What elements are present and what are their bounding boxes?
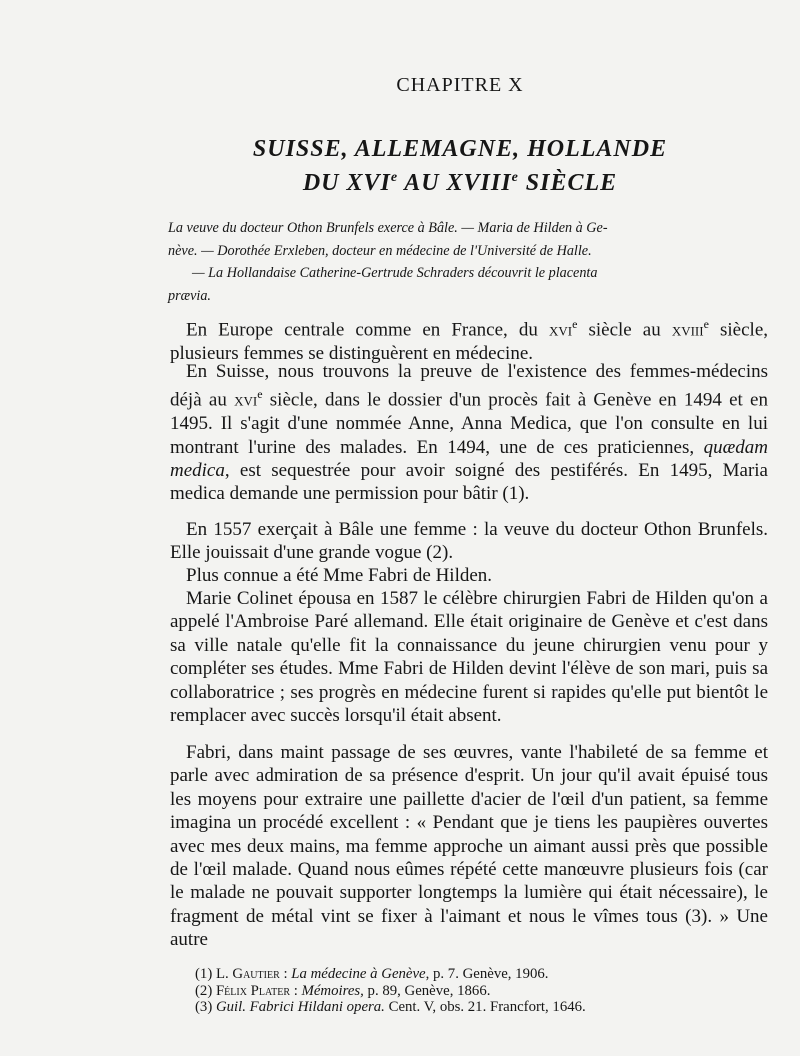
text-run: xviii [671,319,704,341]
paragraph-2 [170,360,768,506]
paragraph-3: En 1557 exerçait à Bâle une femme : la veuve du docteur Othon Brunfels. Elle jouissait d'une grande vogue (2). [170,519,768,564]
footnote-3 [195,999,755,1016]
text-run: xvi [234,389,258,411]
summary-line: prævia. [168,287,211,304]
italic-text: quædam medica [170,436,768,481]
text-run: xvi [548,319,573,341]
footnote-number: (2) [195,982,216,999]
text-run: , p. 7. Genève, 1906. [425,966,549,982]
footnote-title: Mémoires, [301,982,364,999]
footnote-2 [195,983,755,1000]
text-run: : [279,966,292,982]
heading-text: DU XVI [302,170,391,196]
superscript: e [572,317,578,331]
text-run: , est sequestrée pour avoir soigné des pestiférés. En 1495, Maria medica demande une permission pour bâtir (1). [170,459,768,505]
summary-line: — La Hollandaise Catherine-Gertrude Schraders découvrit le placenta [192,265,598,282]
paragraph-1 [170,313,768,365]
footnote-title: La médecine à Genève [291,966,426,982]
footnote-number: (1) [195,966,216,982]
summary-line: La veuve du docteur Othon Brunfels exerce à Bâle. — Maria de Hilden à Ge- [168,220,608,236]
text-run: siècle au [577,319,672,341]
superscript: e [257,387,263,402]
heading-superscript: e [511,170,519,185]
chapter-heading-line-1: SUISSE, ALLEMAGNE, HOLLANDE [252,136,668,162]
text-run: p. 89, Genève, 1866. [363,982,491,999]
text-run: Cent. V, obs. 21. Francfort, 1646. [384,999,586,1016]
heading-text: SIÈCLE [518,170,618,196]
paragraph-5: Marie Colinet épousa en 1587 le célèbre chirurgien Fabri de Hilden qu'on a appelé l'Ambroise Paré allemand. Elle était originaire de Genève et c'est dans sa ville natale qu'elle fit la connaissance du jeune chirurgien venu pour y compléter ses études. Mme Fabri de Hilden devint l'élève de son mari, puis sa collaboratrice ; ses progrès en médecine furent si rapides qu'elle put bientôt le remplacer avec succès lorsqu'il était absent. [170,588,768,727]
footnote-number: (3) [195,999,216,1016]
heading-superscript: e [390,170,399,185]
summary-line: nève. — Dorothée Erxleben, docteur en médecine de l'Université de Halle. [168,242,592,259]
footnote-title: Guil. Fabrici Hildani opera. [215,999,385,1016]
paragraph-4: Plus connue a été Mme Fabri de Hilden. [186,565,493,586]
text-run: : [290,982,302,999]
footnote-author: Félix Plater [215,982,290,999]
text-run: siècle, plusieurs femmes se distinguèrent en médecine. [170,319,769,364]
footnotes [195,966,755,1016]
superscript: e [703,317,709,331]
chapter-summary [168,217,764,307]
chapter-title: CHAPITRE X [396,74,524,96]
text-run: siècle, dans le dossier d'un procès fait à Genève en 1494 et en 1495. Il s'agit d'une nommée Anne, Anna Medica, que l'on consulte en lui montrant l'urine des malades. En 1494, une de ces praticiennes, [170,389,768,458]
footnote-author: L. Gautier [215,966,280,982]
paragraph-6: Fabri, dans maint passage de ses œuvres, vante l'habileté de sa femme et parle avec admiration de sa présence d'esprit. Un jour qu'il avait épuisé tous les moyens pour extraire une paillette d'acier de l'œil d'un patient, sa femme imagina un procédé excellent : « Pendant que je tiens les paupières ouvertes avec mes deux mains, ma femme approche un aimant aussi près que possible de l'œil malade. Quand nous eûmes répété cette manœuvre plusieurs fois (car le malade ne pouvait supporter longtemps la lumière qui était nécessaire), le fragment de métal vint se fixer à l'aimant et nous le vîmes tous (3). » Une autre [170,742,768,951]
footnote-1 [195,966,755,983]
chapter-heading-line-2 [0,170,800,197]
text-run: En Suisse, nous trouvons la preuve de l'existence des femmes-médecins déjà au [170,361,768,411]
heading-text: AU XVIII [398,170,512,196]
text-run: En Europe centrale comme en France, du [186,319,549,341]
